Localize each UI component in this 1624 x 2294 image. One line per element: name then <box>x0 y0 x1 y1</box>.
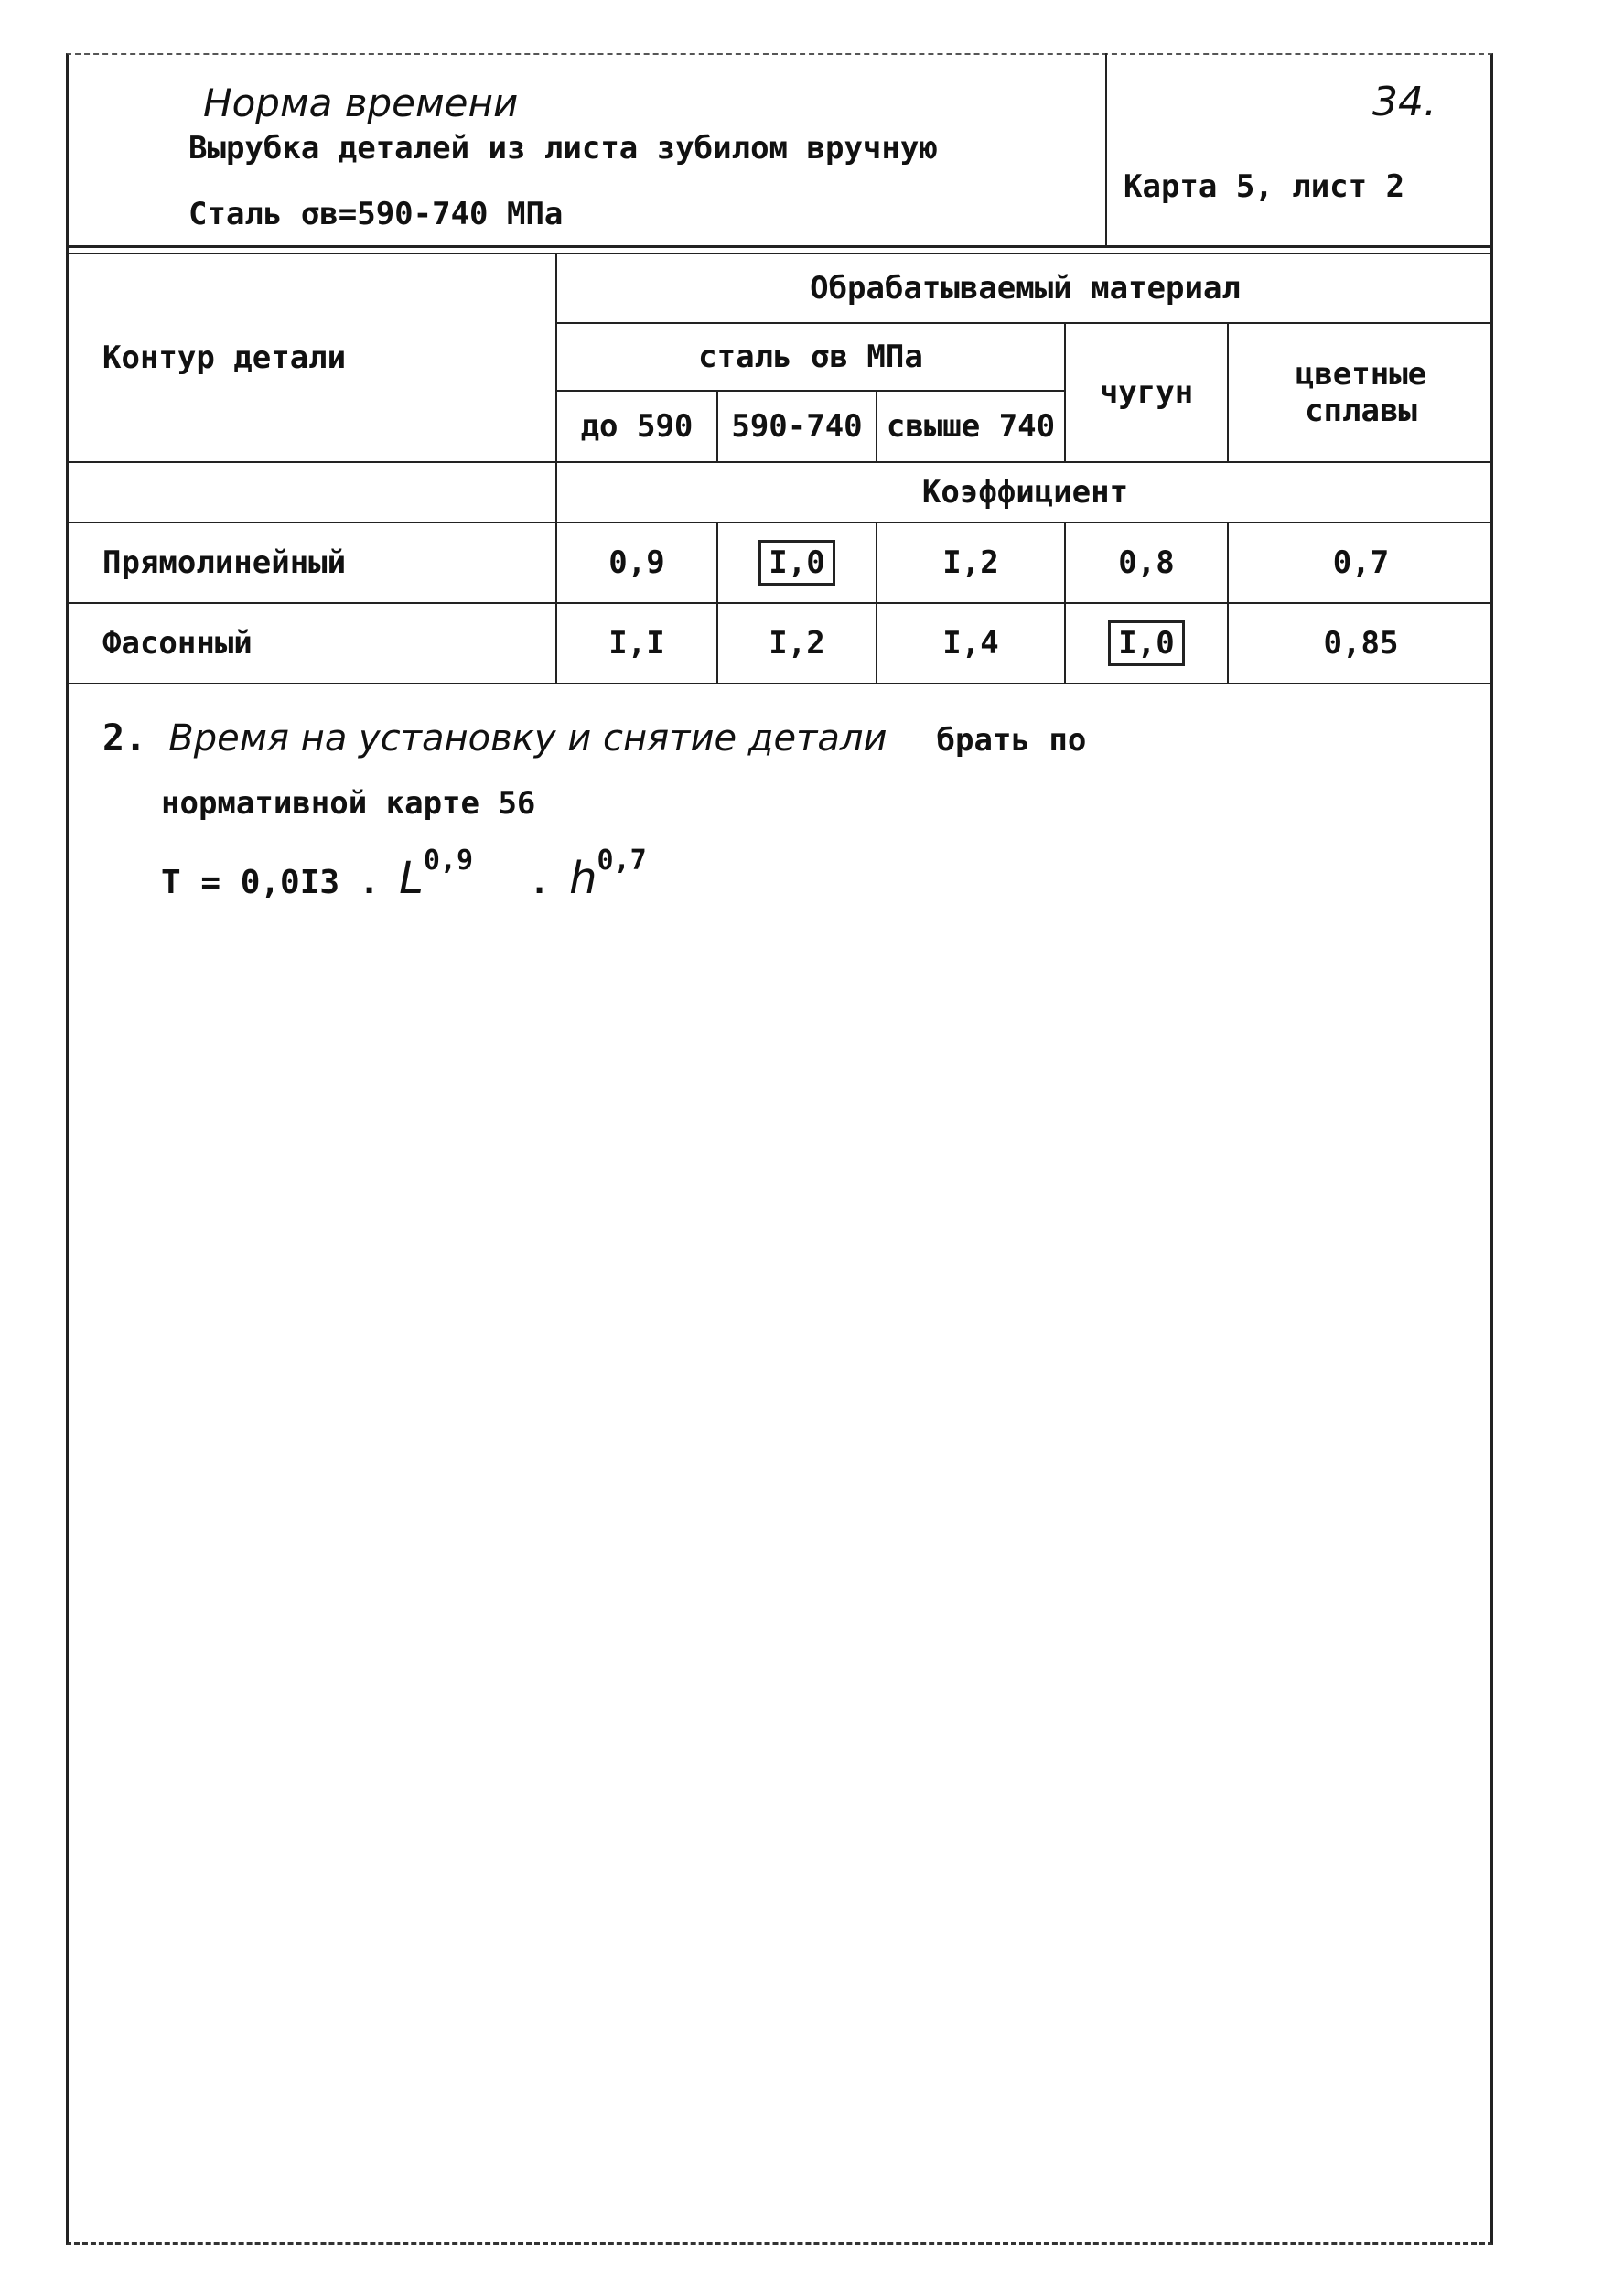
boxed-value: I,0 <box>758 540 834 586</box>
coefficient-label: Коэффициент <box>556 462 1493 522</box>
col-header-cast-iron: чугун <box>1065 323 1228 462</box>
row-value: 0,7 <box>1228 522 1493 603</box>
row-value: I,I <box>556 603 717 684</box>
note-number: 2. <box>102 717 147 759</box>
formula-exp-L: 0,9 <box>423 845 474 877</box>
row-spacer <box>66 462 556 522</box>
row-value-boxed <box>717 522 877 603</box>
formula-dot: . <box>529 864 550 901</box>
note-typed: брать по <box>936 722 1087 759</box>
note-handwritten: Время на установку и снятие детали <box>168 717 887 759</box>
formula-h: h <box>569 853 597 904</box>
row-contour: Прямолинейный <box>66 522 556 603</box>
row-value: 0,9 <box>556 522 717 603</box>
row-value: 0,8 <box>1065 522 1228 603</box>
header-subtitle: Вырубка деталей из листа зубилом вручную <box>188 130 938 167</box>
table-row <box>66 603 1493 684</box>
col-header-steel-3: свыше 740 <box>877 391 1065 462</box>
row-value: I,2 <box>717 603 877 684</box>
row-contour: Фасонный <box>66 603 556 684</box>
note-line-2: нормативной карте 56 <box>161 785 536 822</box>
col-header-nonferrous-text: цветные сплавы <box>1295 356 1427 429</box>
row-value: 0,85 <box>1228 603 1493 684</box>
note-line-1 <box>102 717 1086 759</box>
formula-exp-h: 0,7 <box>597 845 647 877</box>
coefficient-table <box>66 253 1493 684</box>
col-header-nonferrous <box>1228 323 1493 462</box>
row-value: I,4 <box>877 603 1065 684</box>
table-row <box>66 522 1493 603</box>
card-reference: Карта 5, лист 2 <box>1124 168 1405 205</box>
col-header-steel: сталь σв МПа <box>556 323 1065 391</box>
formula-L: L <box>399 853 424 904</box>
page-number: 34. <box>1372 79 1436 125</box>
row-value-boxed <box>1065 603 1228 684</box>
header-vertical-divider <box>1105 53 1107 245</box>
header-title: Норма времени <box>203 81 519 125</box>
header-divider <box>66 245 1493 248</box>
row-value: I,2 <box>877 522 1065 603</box>
col-header-steel-1: до 590 <box>556 391 717 462</box>
formula <box>161 845 647 904</box>
formula-prefix: T = 0,0I3 . <box>161 864 380 901</box>
header-material: Сталь σв=590-740 МПа <box>188 196 564 232</box>
col-header-contour: Контур детали <box>66 253 556 462</box>
col-header-steel-2: 590-740 <box>717 391 877 462</box>
boxed-value: I,0 <box>1108 620 1184 666</box>
col-header-material: Обрабатываемый материал <box>556 253 1493 323</box>
